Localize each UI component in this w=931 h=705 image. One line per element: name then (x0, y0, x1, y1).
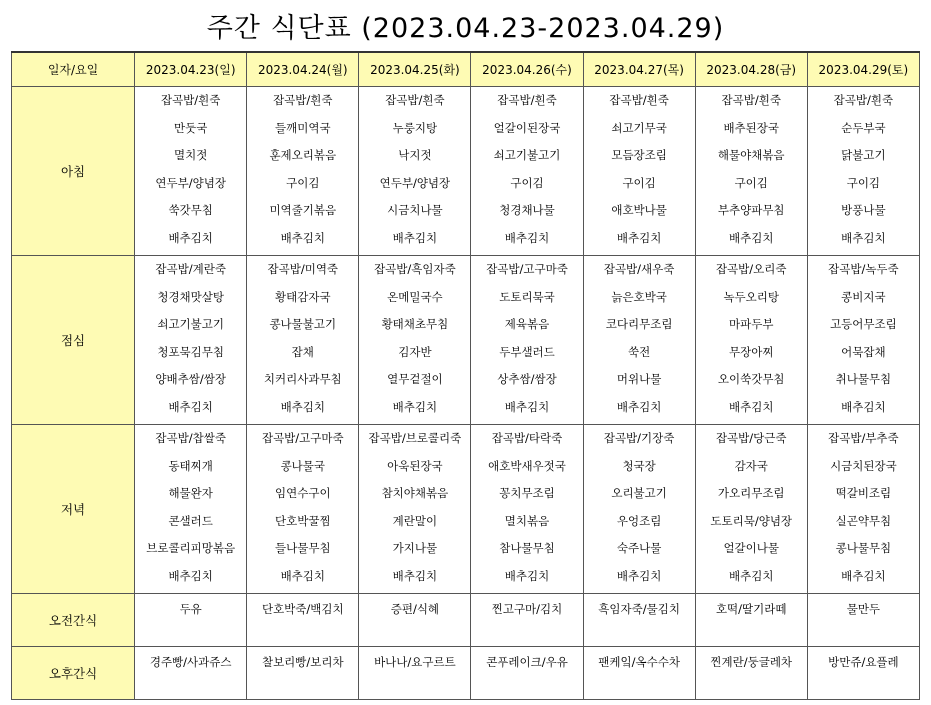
menu-item: 닭불고기 (841, 148, 886, 162)
menu-cell (359, 87, 471, 256)
menu-item: 배추김치 (616, 230, 662, 245)
menu-item: 해물완자 (168, 486, 213, 500)
snack-item: 호떡/딸기라떼 (715, 602, 787, 616)
menu-item: 아욱된장국 (387, 458, 443, 473)
menu-cell (135, 87, 247, 256)
menu-item: 멸치볶음 (504, 513, 550, 528)
menu-item: 배추김치 (392, 230, 438, 245)
menu-item: 구이김 (286, 175, 320, 190)
snack-cell (247, 594, 359, 647)
day-header: 2023.04.25(화) (359, 52, 471, 87)
menu-cell (583, 425, 695, 594)
menu-item: 훈제오리볶음 (269, 148, 337, 162)
menu-item: 구이김 (622, 175, 656, 190)
menu-item: 코다리무조림 (605, 317, 673, 331)
snack-item: 경주빵/사과쥬스 (149, 655, 232, 669)
snack-item: 물만두 (846, 602, 881, 616)
menu-item: 구이김 (734, 175, 768, 190)
menu-item: 단호박꿀찜 (275, 513, 331, 528)
menu-item: 어묵잡채 (841, 344, 886, 359)
menu-item: 잡곡밥/찹쌀죽 (155, 431, 226, 445)
menu-item: 연두부/양념장 (155, 175, 226, 190)
snack-item: 콘푸레이크/우유 (486, 655, 568, 669)
row-label-breakfast: 아침 (12, 87, 135, 256)
menu-cell (583, 87, 695, 256)
menu-item: 배추김치 (616, 399, 662, 414)
snack-item: 팬케잌/옥수수차 (598, 655, 680, 669)
menu-item: 가지나물 (392, 541, 438, 555)
menu-item: 잡곡밥/흰죽 (273, 93, 333, 107)
menu-item: 배추김치 (729, 230, 774, 245)
menu-item: 브로콜리피망볶음 (146, 541, 236, 555)
menu-item: 배추김치 (280, 399, 325, 414)
dinner-row (12, 425, 920, 594)
weekly-menu-table (11, 51, 920, 700)
menu-cell (247, 256, 359, 425)
snack-cell (359, 647, 471, 700)
menu-item: 우엉조림 (616, 513, 662, 528)
menu-item: 마파두부 (729, 317, 774, 331)
menu-item: 잡곡밥/흰죽 (497, 93, 557, 107)
menu-cell (807, 256, 919, 425)
menu-item: 오이쑥갓무침 (717, 372, 785, 386)
menu-item: 연두부/양념장 (379, 175, 451, 190)
lunch-row (12, 256, 920, 425)
menu-item: 계란말이 (392, 513, 438, 528)
menu-item: 배추김치 (504, 399, 550, 414)
menu-item: 떡갈비조림 (835, 486, 892, 500)
menu-cell (135, 256, 247, 425)
menu-cell (807, 87, 919, 256)
day-header: 2023.04.24(월) (247, 52, 359, 87)
menu-item: 도토리묵국 (499, 289, 555, 304)
snack-cell (471, 594, 583, 647)
menu-item: 배추김치 (168, 399, 213, 414)
menu-item: 배추김치 (168, 230, 213, 245)
menu-item: 배추김치 (168, 568, 213, 583)
menu-item: 콩나물불고기 (269, 317, 337, 331)
menu-item: 해물야채볶음 (717, 148, 785, 162)
row-label-dinner: 저녁 (12, 425, 135, 594)
menu-item: 치커리사과무침 (263, 372, 342, 386)
menu-item: 잡곡밥/흑임자죽 (374, 262, 456, 276)
menu-item: 청포묵김무침 (157, 344, 224, 359)
menu-item: 얼갈이나물 (723, 541, 779, 555)
menu-item: 들나물무침 (275, 541, 331, 555)
menu-item: 배추김치 (280, 568, 325, 583)
snack-item: 찰보리빵/보리차 (261, 655, 344, 669)
menu-item: 방풍나물 (841, 203, 886, 217)
menu-item: 두부샐러드 (499, 344, 555, 359)
snack-cell (247, 647, 359, 700)
menu-item: 콩나물국 (280, 458, 325, 473)
menu-item: 청경채맛살탕 (157, 289, 224, 304)
menu-item: 잡곡밥/부추죽 (828, 431, 899, 445)
menu-item: 배추김치 (729, 399, 774, 414)
menu-item: 배추김치 (729, 568, 774, 583)
menu-item: 배추김치 (616, 568, 662, 583)
menu-item: 임연수구이 (275, 486, 331, 500)
menu-cell (359, 256, 471, 425)
menu-item: 김자반 (398, 344, 432, 359)
menu-item: 배추김치 (392, 568, 438, 583)
menu-item: 모듬장조림 (611, 148, 667, 162)
menu-item: 낙지젓 (398, 148, 432, 162)
menu-item: 잡곡밥/녹두죽 (828, 262, 899, 276)
day-header: 2023.04.26(수) (471, 52, 583, 87)
header-row (12, 52, 920, 87)
menu-item: 멸치젓 (174, 148, 208, 162)
menu-item: 청국장 (622, 458, 656, 473)
snack-item: 찐계란/둥글레차 (710, 655, 793, 669)
snack-cell (695, 594, 807, 647)
snack-cell (807, 647, 919, 700)
menu-item: 배추김치 (392, 399, 438, 414)
menu-cell (359, 425, 471, 594)
menu-item: 참치야채볶음 (381, 486, 449, 500)
menu-item: 들깨미역국 (275, 120, 331, 135)
menu-item: 누룽지탕 (392, 120, 438, 135)
menu-item: 콩나물무침 (835, 541, 892, 555)
menu-item: 꽁치무조림 (499, 486, 555, 500)
afternoon-snack-row (12, 647, 920, 700)
menu-item: 잡곡밥/흰죽 (721, 93, 781, 107)
menu-item: 상추쌈/쌈장 (497, 372, 557, 386)
menu-item: 애호박새우젓국 (488, 458, 566, 473)
menu-item: 배추김치 (504, 568, 550, 583)
day-header: 2023.04.27(목) (583, 52, 695, 87)
breakfast-row (12, 87, 920, 256)
menu-item: 잡곡밥/기장죽 (603, 431, 675, 445)
menu-item: 늙은호박국 (611, 289, 667, 304)
menu-cell (695, 256, 807, 425)
menu-item: 잡곡밥/고구마죽 (261, 431, 344, 445)
day-header: 2023.04.28(금) (695, 52, 807, 87)
menu-item: 배추된장국 (723, 120, 779, 135)
menu-item: 배추김치 (841, 399, 886, 414)
snack-item: 방만쥬/요플레 (828, 655, 899, 669)
menu-item: 잡곡밥/타락죽 (491, 431, 563, 445)
menu-item: 얼갈이된장국 (493, 120, 561, 135)
menu-cell (583, 256, 695, 425)
menu-item: 콩비지국 (841, 289, 886, 304)
row-label-morning-snack: 오전간식 (12, 594, 135, 647)
menu-item: 동태찌개 (168, 458, 213, 473)
menu-item: 쑥갓무침 (168, 203, 213, 217)
snack-item: 찐고구마/김치 (491, 602, 563, 616)
menu-cell (247, 87, 359, 256)
morning-snack-row (12, 594, 920, 647)
menu-item: 시금치나물 (387, 203, 443, 217)
menu-cell (135, 425, 247, 594)
header-label: 일자/요일 (12, 52, 135, 87)
menu-item: 취나물무침 (835, 372, 892, 386)
snack-cell (583, 594, 695, 647)
menu-item: 쇠고기무국 (611, 120, 667, 135)
menu-item: 시금치된장국 (830, 458, 897, 473)
menu-item: 잡곡밥/계란죽 (155, 262, 226, 276)
snack-item: 두유 (179, 602, 202, 616)
menu-item: 구이김 (846, 175, 881, 190)
snack-cell (583, 647, 695, 700)
menu-cell (695, 425, 807, 594)
menu-item: 쇠고기불고기 (157, 317, 224, 331)
menu-item: 머위나물 (616, 372, 662, 386)
menu-item: 고등어무조림 (830, 317, 897, 331)
menu-item: 녹두오리탕 (723, 289, 779, 304)
menu-item: 배추김치 (504, 230, 550, 245)
menu-item: 황태감자국 (275, 289, 331, 304)
row-label-afternoon-snack: 오후간식 (12, 647, 135, 700)
menu-item: 만둣국 (174, 120, 208, 135)
menu-item: 잡곡밥/고구마죽 (486, 262, 568, 276)
menu-cell (247, 425, 359, 594)
menu-item: 쑥전 (628, 344, 651, 359)
menu-item: 쇠고기불고기 (493, 148, 561, 162)
menu-cell (807, 425, 919, 594)
snack-item: 바나나/요구르트 (374, 655, 456, 669)
menu-item: 감자국 (734, 458, 768, 473)
menu-item: 열무겉절이 (387, 372, 443, 386)
menu-item: 잡곡밥/새우죽 (603, 262, 675, 276)
menu-item: 구이김 (510, 175, 544, 190)
menu-item: 애호박나물 (611, 203, 667, 217)
snack-item: 증편/식혜 (390, 602, 440, 616)
menu-item: 황태채초무침 (381, 317, 449, 331)
menu-item: 배추김치 (841, 230, 886, 245)
menu-item: 오리불고기 (611, 486, 667, 500)
menu-cell (471, 87, 583, 256)
day-header: 2023.04.23(일) (135, 52, 247, 87)
menu-item: 무장아찌 (729, 344, 774, 359)
snack-cell (695, 647, 807, 700)
menu-item: 잡곡밥/흰죽 (609, 93, 669, 107)
snack-cell (807, 594, 919, 647)
menu-cell (471, 256, 583, 425)
menu-item: 청경채나물 (499, 203, 555, 217)
menu-item: 실곤약무침 (835, 513, 892, 528)
day-header: 2023.04.29(토) (807, 52, 919, 87)
menu-item: 제육볶음 (504, 317, 550, 331)
snack-cell (135, 647, 247, 700)
menu-item: 잡채 (291, 344, 314, 359)
menu-item: 잡곡밥/당근죽 (715, 431, 787, 445)
menu-item: 잡곡밥/브로콜리죽 (368, 431, 462, 445)
menu-item: 부추양파무침 (717, 203, 785, 217)
menu-item: 콘샐러드 (168, 513, 213, 528)
menu-item: 잡곡밥/흰죽 (833, 93, 894, 107)
snack-cell (471, 647, 583, 700)
snack-item: 단호박죽/백김치 (261, 602, 344, 616)
menu-item: 미역줄기볶음 (269, 203, 337, 217)
menu-item: 숙주나물 (616, 541, 662, 555)
menu-item: 도토리묵/양념장 (710, 513, 793, 528)
menu-cell (471, 425, 583, 594)
menu-item: 잡곡밥/흰죽 (385, 93, 445, 107)
menu-item: 순두부국 (841, 120, 886, 135)
menu-item: 잡곡밥/흰죽 (160, 93, 221, 107)
menu-item: 참나물무침 (499, 541, 555, 555)
snack-cell (359, 594, 471, 647)
menu-item: 양배추쌈/쌈장 (155, 372, 226, 386)
page-title: 주간 식단표 (2023.04.23-2023.04.29) (206, 13, 725, 44)
menu-item: 가오리무조림 (717, 486, 785, 500)
menu-item: 잡곡밥/미역죽 (267, 262, 339, 276)
menu-item: 배추김치 (280, 230, 325, 245)
snack-cell (135, 594, 247, 647)
menu-cell (695, 87, 807, 256)
menu-item: 온메밀국수 (387, 289, 443, 304)
menu-item: 잡곡밥/오리죽 (715, 262, 787, 276)
menu-item: 배추김치 (841, 568, 886, 583)
row-label-lunch: 점심 (12, 256, 135, 425)
snack-item: 흑임자죽/물김치 (598, 602, 680, 616)
